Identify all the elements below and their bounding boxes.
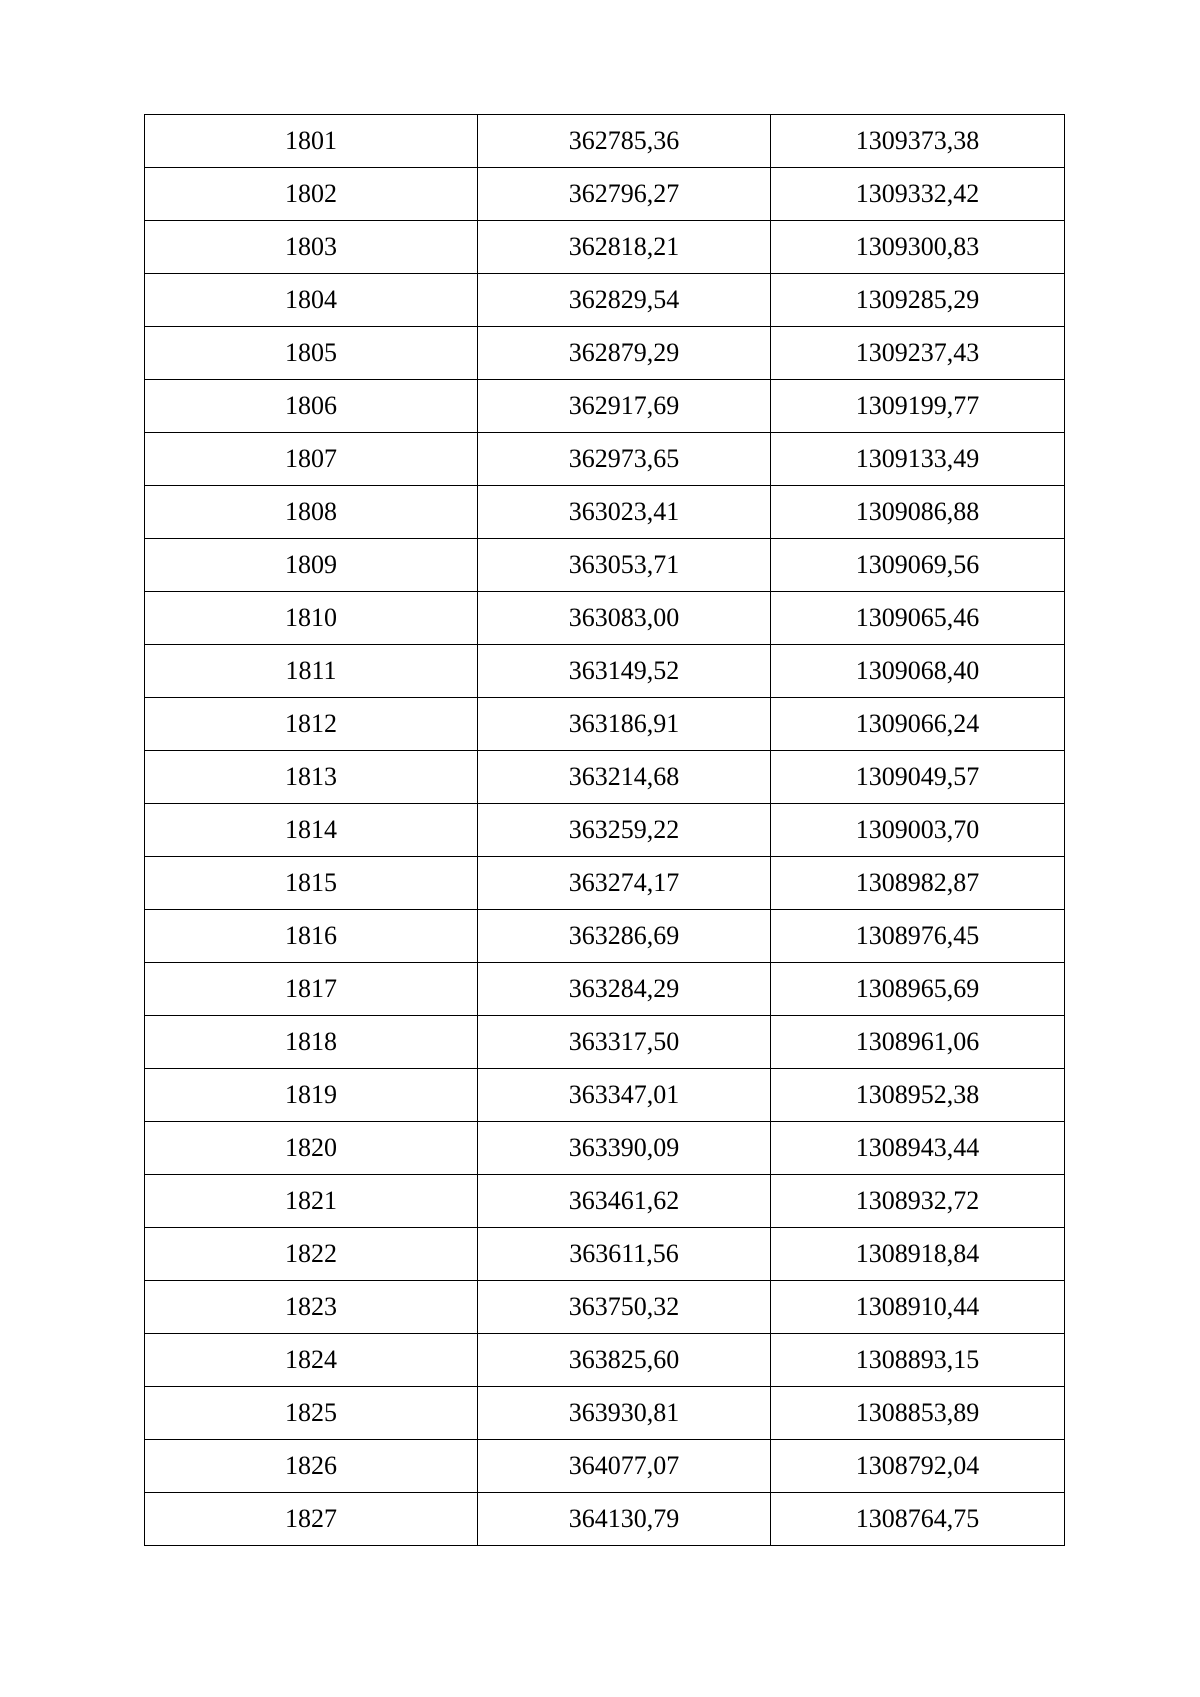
- y-coordinate-cell: 1308918,84: [771, 1228, 1065, 1281]
- table-row: [145, 804, 1065, 857]
- point-number-cell: 1822: [145, 1228, 478, 1281]
- y-coordinate-cell: 1309199,77: [771, 380, 1065, 433]
- y-coordinate-cell: 1308965,69: [771, 963, 1065, 1016]
- table-row: [145, 645, 1065, 698]
- y-coordinate-cell: 1308853,89: [771, 1387, 1065, 1440]
- y-coordinate-cell: 1309237,43: [771, 327, 1065, 380]
- x-coordinate-cell: 363214,68: [478, 751, 771, 804]
- x-coordinate-cell: 363750,32: [478, 1281, 771, 1334]
- y-coordinate-cell: 1308792,04: [771, 1440, 1065, 1493]
- point-number-cell: 1803: [145, 221, 478, 274]
- x-coordinate-cell: 363390,09: [478, 1122, 771, 1175]
- x-coordinate-cell: 363053,71: [478, 539, 771, 592]
- table-row: [145, 168, 1065, 221]
- x-coordinate-cell: 363284,29: [478, 963, 771, 1016]
- x-coordinate-cell: 362785,36: [478, 115, 771, 168]
- x-coordinate-cell: 363461,62: [478, 1175, 771, 1228]
- table-row: [145, 380, 1065, 433]
- x-coordinate-cell: 362818,21: [478, 221, 771, 274]
- y-coordinate-cell: 1308961,06: [771, 1016, 1065, 1069]
- table-row: [145, 433, 1065, 486]
- point-number-cell: 1815: [145, 857, 478, 910]
- table-row: [145, 486, 1065, 539]
- y-coordinate-cell: 1309300,83: [771, 221, 1065, 274]
- point-number-cell: 1808: [145, 486, 478, 539]
- x-coordinate-cell: 363930,81: [478, 1387, 771, 1440]
- y-coordinate-cell: 1308764,75: [771, 1493, 1065, 1546]
- table-row: [145, 1493, 1065, 1546]
- y-coordinate-cell: 1309332,42: [771, 168, 1065, 221]
- y-coordinate-cell: 1309285,29: [771, 274, 1065, 327]
- coordinates-table-body: [145, 115, 1065, 1546]
- x-coordinate-cell: 362973,65: [478, 433, 771, 486]
- x-coordinate-cell: 364077,07: [478, 1440, 771, 1493]
- point-number-cell: 1801: [145, 115, 478, 168]
- y-coordinate-cell: 1308952,38: [771, 1069, 1065, 1122]
- y-coordinate-cell: 1309065,46: [771, 592, 1065, 645]
- x-coordinate-cell: 363023,41: [478, 486, 771, 539]
- point-number-cell: 1825: [145, 1387, 478, 1440]
- point-number-cell: 1807: [145, 433, 478, 486]
- table-row: [145, 327, 1065, 380]
- x-coordinate-cell: 362879,29: [478, 327, 771, 380]
- point-number-cell: 1809: [145, 539, 478, 592]
- y-coordinate-cell: 1309373,38: [771, 115, 1065, 168]
- point-number-cell: 1824: [145, 1334, 478, 1387]
- y-coordinate-cell: 1308932,72: [771, 1175, 1065, 1228]
- x-coordinate-cell: 363186,91: [478, 698, 771, 751]
- table-row: [145, 539, 1065, 592]
- table-row: [145, 751, 1065, 804]
- point-number-cell: 1826: [145, 1440, 478, 1493]
- x-coordinate-cell: 363286,69: [478, 910, 771, 963]
- table-row: [145, 1122, 1065, 1175]
- point-number-cell: 1812: [145, 698, 478, 751]
- point-number-cell: 1819: [145, 1069, 478, 1122]
- x-coordinate-cell: 363083,00: [478, 592, 771, 645]
- point-number-cell: 1805: [145, 327, 478, 380]
- table-row: [145, 698, 1065, 751]
- point-number-cell: 1816: [145, 910, 478, 963]
- x-coordinate-cell: 362917,69: [478, 380, 771, 433]
- point-number-cell: 1827: [145, 1493, 478, 1546]
- x-coordinate-cell: 363259,22: [478, 804, 771, 857]
- y-coordinate-cell: 1309003,70: [771, 804, 1065, 857]
- y-coordinate-cell: 1309086,88: [771, 486, 1065, 539]
- y-coordinate-cell: 1309133,49: [771, 433, 1065, 486]
- point-number-cell: 1811: [145, 645, 478, 698]
- point-number-cell: 1814: [145, 804, 478, 857]
- table-row: [145, 910, 1065, 963]
- x-coordinate-cell: 363274,17: [478, 857, 771, 910]
- point-number-cell: 1821: [145, 1175, 478, 1228]
- table-row: [145, 1228, 1065, 1281]
- point-number-cell: 1813: [145, 751, 478, 804]
- table-row: [145, 592, 1065, 645]
- y-coordinate-cell: 1309069,56: [771, 539, 1065, 592]
- table-row: [145, 1387, 1065, 1440]
- coordinates-table: [144, 114, 1065, 1546]
- y-coordinate-cell: 1309066,24: [771, 698, 1065, 751]
- table-row: [145, 1334, 1065, 1387]
- point-number-cell: 1802: [145, 168, 478, 221]
- table-row: [145, 1016, 1065, 1069]
- table-row: [145, 857, 1065, 910]
- table-row: [145, 1069, 1065, 1122]
- point-number-cell: 1806: [145, 380, 478, 433]
- x-coordinate-cell: 363825,60: [478, 1334, 771, 1387]
- x-coordinate-cell: 363347,01: [478, 1069, 771, 1122]
- table-row: [145, 221, 1065, 274]
- table-row: [145, 115, 1065, 168]
- table-row: [145, 1175, 1065, 1228]
- x-coordinate-cell: 363317,50: [478, 1016, 771, 1069]
- y-coordinate-cell: 1308943,44: [771, 1122, 1065, 1175]
- point-number-cell: 1823: [145, 1281, 478, 1334]
- y-coordinate-cell: 1308893,15: [771, 1334, 1065, 1387]
- y-coordinate-cell: 1309068,40: [771, 645, 1065, 698]
- x-coordinate-cell: 364130,79: [478, 1493, 771, 1546]
- y-coordinate-cell: 1308976,45: [771, 910, 1065, 963]
- point-number-cell: 1818: [145, 1016, 478, 1069]
- y-coordinate-cell: 1309049,57: [771, 751, 1065, 804]
- y-coordinate-cell: 1308910,44: [771, 1281, 1065, 1334]
- table-row: [145, 1281, 1065, 1334]
- x-coordinate-cell: 362796,27: [478, 168, 771, 221]
- x-coordinate-cell: 363611,56: [478, 1228, 771, 1281]
- y-coordinate-cell: 1308982,87: [771, 857, 1065, 910]
- x-coordinate-cell: 363149,52: [478, 645, 771, 698]
- table-row: [145, 1440, 1065, 1493]
- point-number-cell: 1810: [145, 592, 478, 645]
- table-row: [145, 963, 1065, 1016]
- point-number-cell: 1820: [145, 1122, 478, 1175]
- table-row: [145, 274, 1065, 327]
- point-number-cell: 1804: [145, 274, 478, 327]
- point-number-cell: 1817: [145, 963, 478, 1016]
- x-coordinate-cell: 362829,54: [478, 274, 771, 327]
